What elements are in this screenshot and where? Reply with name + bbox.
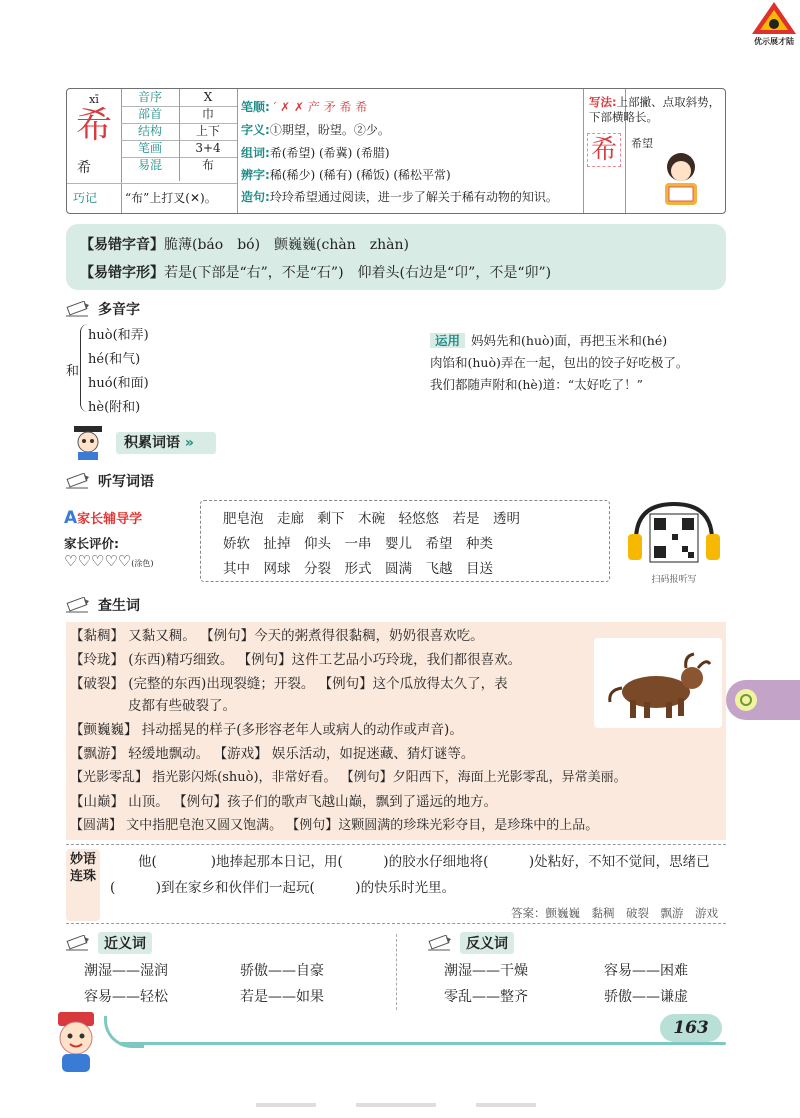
hearts-note: (涂色) (131, 559, 154, 568)
synonyms-header (66, 932, 152, 954)
list-item: huò(和弄) (88, 328, 149, 343)
pencil-icon (66, 935, 90, 951)
shape-label: 【易错字形】 (80, 265, 164, 281)
attr-key: 部首 (137, 107, 162, 121)
glossary-line: 【破裂】 (完整的东西)出现裂缝；开裂。 【例句】这个瓜放得太久了，表 (70, 676, 508, 692)
snail-icon (732, 686, 760, 714)
polyphone-list (66, 324, 206, 416)
pron-text: 脆薄(báo bó) 颤巍巍(chàn zhàn) (164, 237, 409, 253)
glossary-title: 查生词 (98, 598, 140, 614)
distinguish-text: 稀(稀少) (稀有) (稀饭) (稀松平常) (269, 168, 451, 182)
tip-value: “布”上打叉(✕)。 (125, 191, 217, 205)
attr-value: 上下 (195, 124, 220, 138)
polyphone-title: 多音字 (98, 302, 140, 318)
pencil-icon (66, 597, 90, 613)
stroke-label: 笔顺: (241, 100, 270, 114)
pencil-icon (66, 301, 90, 317)
pencil-icon (428, 935, 452, 951)
mascot-icon (44, 1010, 108, 1074)
logo-text: 优示展才陆 (754, 37, 794, 46)
accumulate-title: 积累词语 (124, 435, 180, 451)
synonym-pair: 若是——如果 (240, 989, 324, 1005)
meaning-label: 字义: (241, 123, 270, 137)
list-item: huó(和面) (88, 376, 149, 391)
parent-title: 家长辅导学 (77, 512, 143, 527)
glossary-line: 【飘游】 轻缓地飘动。 【游戏】 娱乐活动，如捉迷藏、猜灯谜等。 (70, 746, 475, 762)
fill-text: 他( )地捧起那本日记，用( )的胶水仔细地将( )处粘好，不知不觉间，思绪已( )到在家乡和伙伴们一起玩( )的快乐时光里。 (110, 854, 710, 896)
list-item: hè(附和) (88, 400, 141, 415)
parent-eval-label: 家长评价: (64, 536, 119, 551)
fill-label: 妙语连珠 (66, 849, 100, 921)
shape-text: 若是(下部是“右”，不是“石”) 仰着头(右边是“卬”，不是“卯”) (164, 265, 552, 281)
headphones-qr-icon (626, 500, 722, 570)
footer-line (120, 1042, 726, 1045)
usage-line: 妈妈先和(huò)面，再把玉米和(hé) (471, 333, 668, 348)
antonyms-title: 反义词 (460, 932, 514, 954)
glossary-line: 【颤巍巍】 抖动摇晃的样子(多形容老年人或病人的动作或声音)。 (70, 722, 463, 738)
pinyin: xī (89, 93, 99, 106)
synonym-pair: 容易——轻松 (84, 989, 168, 1005)
attr-key: 结构 (137, 124, 162, 138)
dictation-words (200, 500, 610, 582)
ox-figurine-image (594, 638, 722, 728)
polyphone-usage (430, 330, 730, 396)
ox-icon (594, 638, 722, 728)
glossary-header (66, 594, 140, 616)
glossary-line: 【光影零乱】 指光影闪烁(shuò)，非常好看。 【例句】夕阳西下，海面上光影零乱，异常美丽。 (70, 770, 627, 785)
list-item: hé(和气) (88, 352, 141, 367)
mascot-image (44, 1010, 108, 1074)
glossary-line: 【玲珑】 (东西)精巧细致。 【例句】这件工艺品小巧玲珑，我们都很喜欢。 (70, 652, 522, 668)
usage-line: 我们都随声附和(hè)道：“太好吃了！” (430, 377, 643, 392)
antonym-pair: 容易——困难 (604, 963, 688, 979)
sentence-text: 玲玲希望通过阅读，进一步了解关于稀有动物的知识。 (269, 190, 558, 204)
attr-key: 音序 (137, 90, 162, 104)
page-number: 163 (660, 1014, 722, 1042)
attr-key: 易混 (137, 158, 162, 172)
scholar-icon (64, 424, 114, 460)
dictation-header (66, 470, 154, 492)
parent-guidance (64, 508, 194, 578)
glossary-line: 【圆满】 文中指肥皂泡又圆又饱满。 【例句】这颗圆满的珍珠光彩夺目，是珍珠中的上品。 (70, 818, 599, 833)
words-label: 组词: (241, 146, 270, 160)
tip-key: 巧记 (73, 191, 98, 205)
attr-value: 3+4 (195, 141, 221, 155)
pron-label: 【易错字音】 (80, 237, 164, 253)
antonyms-header (428, 932, 514, 954)
words-text: 希(希望) (希冀) (希腊) (269, 146, 390, 160)
bottom-decor (256, 1100, 616, 1110)
word-row: 肥皂泡 走廊 剩下 木碗 轻悠悠 若是 透明 (223, 511, 520, 527)
dictation-title: 听写词语 (98, 474, 154, 490)
sentence-label: 造句: (241, 190, 270, 204)
writing-text: 上部撇、点取斜势，下部横略长。 (589, 95, 721, 124)
main-character: 希 (75, 105, 112, 146)
usage-label: 运用 (430, 333, 465, 348)
attr-value: 布 (201, 158, 214, 172)
small-character: 希 (77, 160, 91, 176)
attr-value: 巾 (201, 107, 214, 121)
side-tab[interactable] (726, 680, 800, 720)
parent-a-icon: A (64, 508, 78, 528)
reading-girl-icon (651, 149, 713, 211)
polyphone-char: 和 (66, 364, 80, 379)
practice-character: 希 (587, 133, 621, 167)
fill-in-blanks (66, 844, 726, 924)
synonym-pair: 潮湿——湿润 (84, 963, 168, 979)
glossary-line: 皮都有些破裂了。 (128, 698, 236, 714)
pencil-icon (66, 473, 90, 489)
usage-line: 肉馅和(huò)弄在一起，包出的饺子好吃极了。 (430, 355, 689, 370)
antonym-pair: 骄傲——谦虚 (604, 989, 688, 1005)
character-card (66, 88, 726, 214)
antonym-pair: 潮湿——干燥 (444, 963, 528, 979)
synonyms-title: 近义词 (98, 932, 152, 954)
stroke-order: ′ ✗ ✗ 产 矛 希 希 (273, 100, 368, 114)
synonym-pair: 骄傲——自豪 (240, 963, 324, 979)
common-errors-box (66, 224, 726, 290)
practice-word: 希望 (631, 137, 653, 150)
qr-code[interactable] (626, 500, 722, 586)
publisher-logo (748, 0, 800, 50)
fill-answer: 答案：颤巍巍 黏稠 破裂 飘游 游戏 (511, 906, 718, 920)
attr-value: X (203, 90, 213, 104)
qr-caption: 扫码报听写 (651, 575, 697, 585)
accumulate-header: 积累词语 » (64, 424, 224, 460)
word-row: 其中 网球 分裂 形式 圆满 飞越 目送 (223, 561, 493, 577)
glossary-line: 【山巅】 山顶。 【例句】孩子们的歌声飞越山巅，飘到了遥远的地方。 (70, 794, 498, 810)
polyphone-header (66, 298, 140, 320)
meaning-text: ①期望，盼望。②少。 (269, 123, 390, 137)
attr-key: 笔画 (137, 141, 162, 155)
divider (396, 934, 397, 1010)
antonym-pair: 零乱——整齐 (444, 989, 528, 1005)
writing-label: 写法: (589, 95, 617, 109)
word-row: 娇软 扯掉 仰头 一串 婴儿 希望 种类 (223, 536, 493, 552)
distinguish-label: 辨字: (241, 168, 270, 182)
rating-hearts[interactable]: ♡♡♡♡♡ (64, 552, 132, 570)
glossary-line: 【黏稠】 又黏又稠。 【例句】今天的粥煮得很黏稠，奶奶很喜欢吃。 (70, 628, 484, 644)
